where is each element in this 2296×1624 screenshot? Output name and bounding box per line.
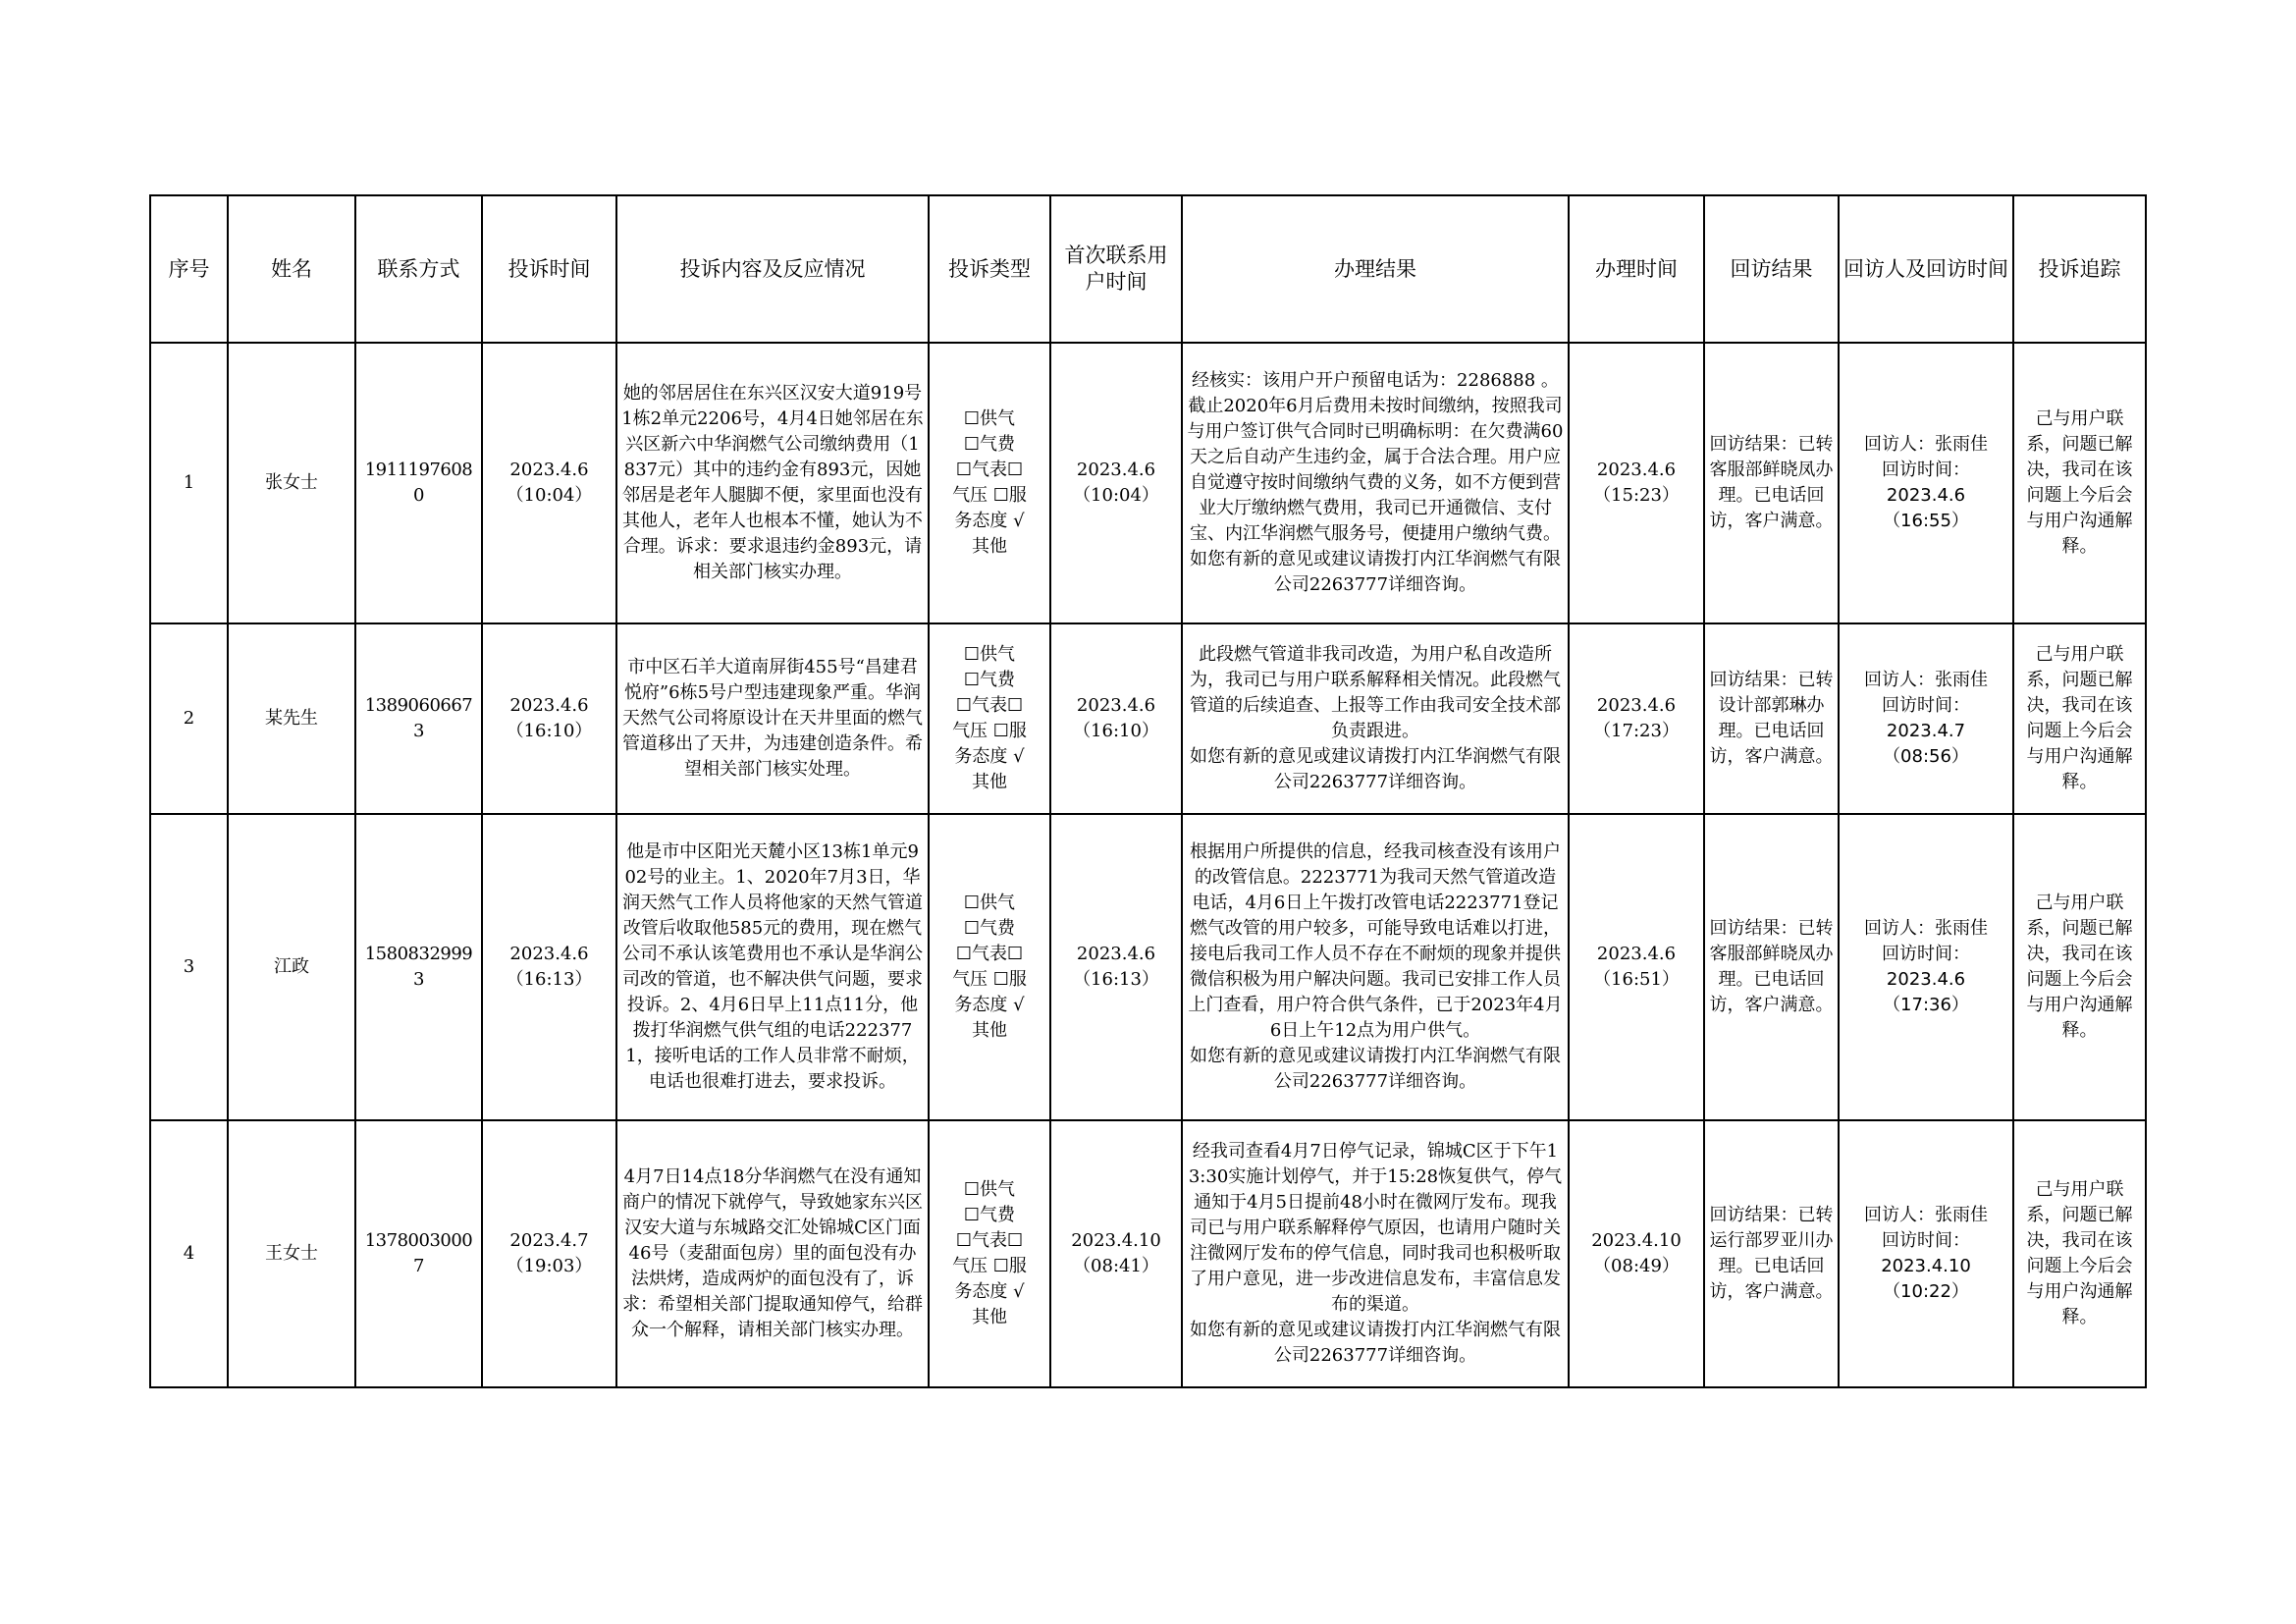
visitor-label: 回访时间： — [1882, 944, 1970, 964]
first-contact-clock: （16:13） — [1073, 969, 1159, 990]
cell-complaint-time — [482, 1120, 616, 1387]
header-result: 办理结果 — [1182, 195, 1569, 343]
cell-type — [929, 814, 1050, 1120]
cell-tracking: 己与用户联系，问题已解决，我司在该问题上今后会与用户沟通解释。 — [2013, 1120, 2146, 1387]
table-row — [150, 343, 2146, 623]
type-line: 气压 ☐服 — [952, 969, 1027, 990]
header-name: 姓名 — [228, 195, 355, 343]
cell-name: 王女士 — [228, 1120, 355, 1387]
complaint-clock: （19:03） — [506, 1256, 593, 1276]
header-type: 投诉类型 — [929, 195, 1050, 343]
visitor-name: 回访人：张雨佳 — [1864, 1205, 1988, 1225]
handle-clock: （08:49） — [1593, 1256, 1680, 1276]
cell-visit-result: 回访结果：已转客服部鲜晓凤办理。已电话回访，客户满意。 — [1704, 343, 1839, 623]
cell-content: 她的邻居居住在东兴区汉安大道919号1栋2单元2206号，4月4日她邻居在东兴区新六中华润燃气公司缴纳费用（1837元）其中的违约金有893元，因她邻居是老年人腿脚不便，家里面也没有其他人，老年人也根本不懂，她认为不合理。诉求：要求退违约金893元，请相关部门核实办理。 — [616, 343, 929, 623]
type-line: ☐供气 — [963, 893, 1016, 913]
type-line: ☐气表☐ — [955, 944, 1024, 964]
type-line: 务态度 √ — [954, 995, 1025, 1015]
cell-seq: 1 — [150, 343, 228, 623]
table-row — [150, 623, 2146, 814]
table-header-row — [150, 195, 2146, 343]
type-line: 务态度 √ — [954, 1281, 1025, 1302]
cell-result — [1182, 623, 1569, 814]
cell-tracking: 己与用户联系，问题已解决，我司在该问题上今后会与用户沟通解释。 — [2013, 343, 2146, 623]
result-contact-note: 如您有新的意见或建议请拨打内江华润燃气有限公司2263777详细咨询。 — [1190, 549, 1561, 595]
table-row — [150, 1120, 2146, 1387]
cell-complaint-time — [482, 814, 616, 1120]
cell-phone: 13780030007 — [355, 1120, 482, 1387]
complaint-date: 2023.4.6 — [509, 460, 589, 480]
header-first-contact: 首次联系用户时间 — [1050, 195, 1182, 343]
visitor-date: 2023.4.6 — [1886, 969, 1966, 990]
visitor-date: 2023.4.7 — [1886, 721, 1966, 741]
cell-first-contact — [1050, 623, 1182, 814]
handle-date: 2023.4.10 — [1591, 1230, 1682, 1251]
visitor-clock: （10:22） — [1883, 1281, 1969, 1302]
visitor-date: 2023.4.10 — [1881, 1256, 1971, 1276]
type-line: 气压 ☐服 — [952, 485, 1027, 506]
handle-date: 2023.4.6 — [1596, 695, 1677, 716]
type-line: ☐气费 — [963, 1205, 1016, 1225]
visitor-clock: （08:56） — [1883, 746, 1969, 767]
cell-seq: 2 — [150, 623, 228, 814]
cell-handle-time — [1569, 814, 1704, 1120]
header-complaint-time: 投诉时间 — [482, 195, 616, 343]
cell-content: 市中区石羊大道南屏街455号“昌建君悦府”6栋5号户型违建现象严重。华润天然气公司将原设计在天井里面的燃气管道移出了天井，为违建创造条件。希望相关部门核实处理。 — [616, 623, 929, 814]
type-line: ☐气费 — [963, 434, 1016, 455]
cell-name: 江政 — [228, 814, 355, 1120]
header-visit-result: 回访结果 — [1704, 195, 1839, 343]
cell-type — [929, 623, 1050, 814]
type-line: 其他 — [972, 1020, 1007, 1041]
cell-name: 某先生 — [228, 623, 355, 814]
cell-complaint-time — [482, 343, 616, 623]
header-phone: 联系方式 — [355, 195, 482, 343]
cell-first-contact — [1050, 343, 1182, 623]
result-contact-note: 如您有新的意见或建议请拨打内江华润燃气有限公司2263777详细咨询。 — [1190, 1320, 1561, 1366]
header-seq: 序号 — [150, 195, 228, 343]
cell-handle-time — [1569, 343, 1704, 623]
result-text: 经我司查看4月7日停气记录，锦城C区于下午13:30实施计划停气，并于15:28恢复供气，停气通知于4月5日提前48小时在微网厅发布。现我司已与用户联系解释停气原因，也请用户随时关注微网厅发布的停气信息，同时我司也积极听取了用户意见，进一步改进信息发布，丰富信息发布的渠道。 — [1188, 1141, 1563, 1315]
first-contact-date: 2023.4.6 — [1076, 460, 1156, 480]
visitor-name: 回访人：张雨佳 — [1864, 434, 1988, 455]
header-handle-time: 办理时间 — [1569, 195, 1704, 343]
cell-phone: 13890606673 — [355, 623, 482, 814]
cell-name: 张女士 — [228, 343, 355, 623]
first-contact-date: 2023.4.6 — [1076, 695, 1156, 716]
visitor-date: 2023.4.6 — [1886, 485, 1966, 506]
result-text: 此段燃气管道非我司改造，为用户私自改造所为，我司已与用户联系解释相关情况。此段燃气管道的后续追查、上报等工作由我司安全技术部负责跟进。 — [1190, 644, 1561, 741]
type-line: 务态度 √ — [954, 511, 1025, 531]
cell-handle-time — [1569, 1120, 1704, 1387]
handle-date: 2023.4.6 — [1596, 944, 1677, 964]
handle-date: 2023.4.6 — [1596, 460, 1677, 480]
result-text: 根据用户所提供的信息，经我司核查没有该用户的改管信息。2223771为我司天然气管道改造电话，4月6日上午拨打改管电话2223771登记燃气改管的用户较多，可能导致电话难以打进，接电后我司工作人员不存在不耐烦的现象并提供微信积极为用户解决问题。我司已安排工作人员上门查看，用户符合供气条件，已于2023年4月6日上午12点为用户供气。 — [1188, 841, 1563, 1041]
cell-visitor — [1839, 623, 2013, 814]
handle-clock: （16:51） — [1593, 969, 1680, 990]
visitor-clock: （17:36） — [1883, 995, 1969, 1015]
type-line: 其他 — [972, 1307, 1007, 1327]
type-line: ☐气表☐ — [955, 695, 1024, 716]
cell-first-contact — [1050, 814, 1182, 1120]
result-text: 经核实：该用户开户预留电话为：2286888 。截止2020年6月后费用未按时间缴纳，按照我司与用户签订供气合同时已明确标明：在欠费满60天之后自动产生违约金，属于合法合理。用户应自觉遵守按时间缴纳气费的义务，如不方便到营业大厅缴纳燃气费用，我司已开通微信、支付宝、内江华润燃气服务号，便捷用户缴纳气费。 — [1187, 370, 1564, 544]
cell-handle-time — [1569, 623, 1704, 814]
cell-visitor — [1839, 1120, 2013, 1387]
header-tracking: 投诉追踪 — [2013, 195, 2146, 343]
cell-content: 4月7日14点18分华润燃气在没有通知商户的情况下就停气，导致她家东兴区汉安大道与东城路交汇处锦城C区门面46号（麦甜面包房）里的面包没有办法烘烤，造成两炉的面包没有了，诉求：希望相关部门提取通知停气，给群众一个解释，请相关部门核实办理。 — [616, 1120, 929, 1387]
header-content: 投诉内容及反应情况 — [616, 195, 929, 343]
cell-result — [1182, 343, 1569, 623]
type-line: ☐供气 — [963, 644, 1016, 665]
visitor-label: 回访时间： — [1882, 695, 1970, 716]
complaint-clock: （10:04） — [506, 485, 593, 506]
cell-visitor — [1839, 814, 2013, 1120]
cell-phone: 19111976080 — [355, 343, 482, 623]
cell-visit-result: 回访结果：已转客服部鲜晓凤办理。已电话回访，客户满意。 — [1704, 814, 1839, 1120]
first-contact-date: 2023.4.6 — [1076, 944, 1156, 964]
cell-first-contact — [1050, 1120, 1182, 1387]
result-contact-note: 如您有新的意见或建议请拨打内江华润燃气有限公司2263777详细咨询。 — [1190, 746, 1561, 792]
cell-seq: 4 — [150, 1120, 228, 1387]
first-contact-date: 2023.4.10 — [1071, 1230, 1161, 1251]
complaints-table — [149, 194, 2147, 1388]
cell-type — [929, 1120, 1050, 1387]
visitor-clock: （16:55） — [1883, 511, 1969, 531]
cell-tracking: 己与用户联系，问题已解决，我司在该问题上今后会与用户沟通解释。 — [2013, 623, 2146, 814]
first-contact-clock: （08:41） — [1073, 1256, 1159, 1276]
type-line: 气压 ☐服 — [952, 721, 1027, 741]
handle-clock: （17:23） — [1593, 721, 1680, 741]
cell-visit-result: 回访结果：已转设计部郭琳办理。已电话回访，客户满意。 — [1704, 623, 1839, 814]
table-row — [150, 814, 2146, 1120]
cell-content: 他是市中区阳光天麓小区13栋1单元902号的业主。1、2020年7月3日，华润天然气工作人员将他家的天然气管道改管后收取他585元的费用，现在燃气公司不承认该笔费用也不承认是华润公司改的管道，也不解决供气问题，要求投诉。2、4月6日早上11点11分，他拨打华润燃气供气组的电话2223771，接听电话的工作人员非常不耐烦，电话也很难打进去，要求投诉。 — [616, 814, 929, 1120]
complaint-date: 2023.4.6 — [509, 944, 589, 964]
cell-visit-result: 回访结果：已转运行部罗亚川办理。已电话回访，客户满意。 — [1704, 1120, 1839, 1387]
type-line: 气压 ☐服 — [952, 1256, 1027, 1276]
visitor-name: 回访人：张雨佳 — [1864, 670, 1988, 690]
cell-seq: 3 — [150, 814, 228, 1120]
cell-type — [929, 343, 1050, 623]
type-line: ☐供气 — [963, 1179, 1016, 1200]
cell-tracking: 己与用户联系，问题已解决，我司在该问题上今后会与用户沟通解释。 — [2013, 814, 2146, 1120]
complaint-clock: （16:13） — [506, 969, 593, 990]
type-line: ☐气表☐ — [955, 1230, 1024, 1251]
type-line: ☐气费 — [963, 918, 1016, 939]
complaint-date: 2023.4.6 — [509, 695, 589, 716]
cell-result — [1182, 1120, 1569, 1387]
visitor-label: 回访时间： — [1882, 1230, 1970, 1251]
complaint-date: 2023.4.7 — [509, 1230, 589, 1251]
cell-complaint-time — [482, 623, 616, 814]
visitor-label: 回访时间： — [1882, 460, 1970, 480]
cell-result — [1182, 814, 1569, 1120]
type-line: 务态度 √ — [954, 746, 1025, 767]
cell-phone: 15808329993 — [355, 814, 482, 1120]
first-contact-clock: （16:10） — [1073, 721, 1159, 741]
header-visitor: 回访人及回访时间 — [1839, 195, 2013, 343]
cell-visitor — [1839, 343, 2013, 623]
type-line: ☐气费 — [963, 670, 1016, 690]
visitor-name: 回访人：张雨佳 — [1864, 918, 1988, 939]
handle-clock: （15:23） — [1593, 485, 1680, 506]
type-line: ☐气表☐ — [955, 460, 1024, 480]
type-line: 其他 — [972, 536, 1007, 557]
type-line: 其他 — [972, 772, 1007, 792]
result-contact-note: 如您有新的意见或建议请拨打内江华润燃气有限公司2263777详细咨询。 — [1190, 1046, 1561, 1092]
type-line: ☐供气 — [963, 408, 1016, 429]
complaint-clock: （16:10） — [506, 721, 593, 741]
first-contact-clock: （10:04） — [1073, 485, 1159, 506]
